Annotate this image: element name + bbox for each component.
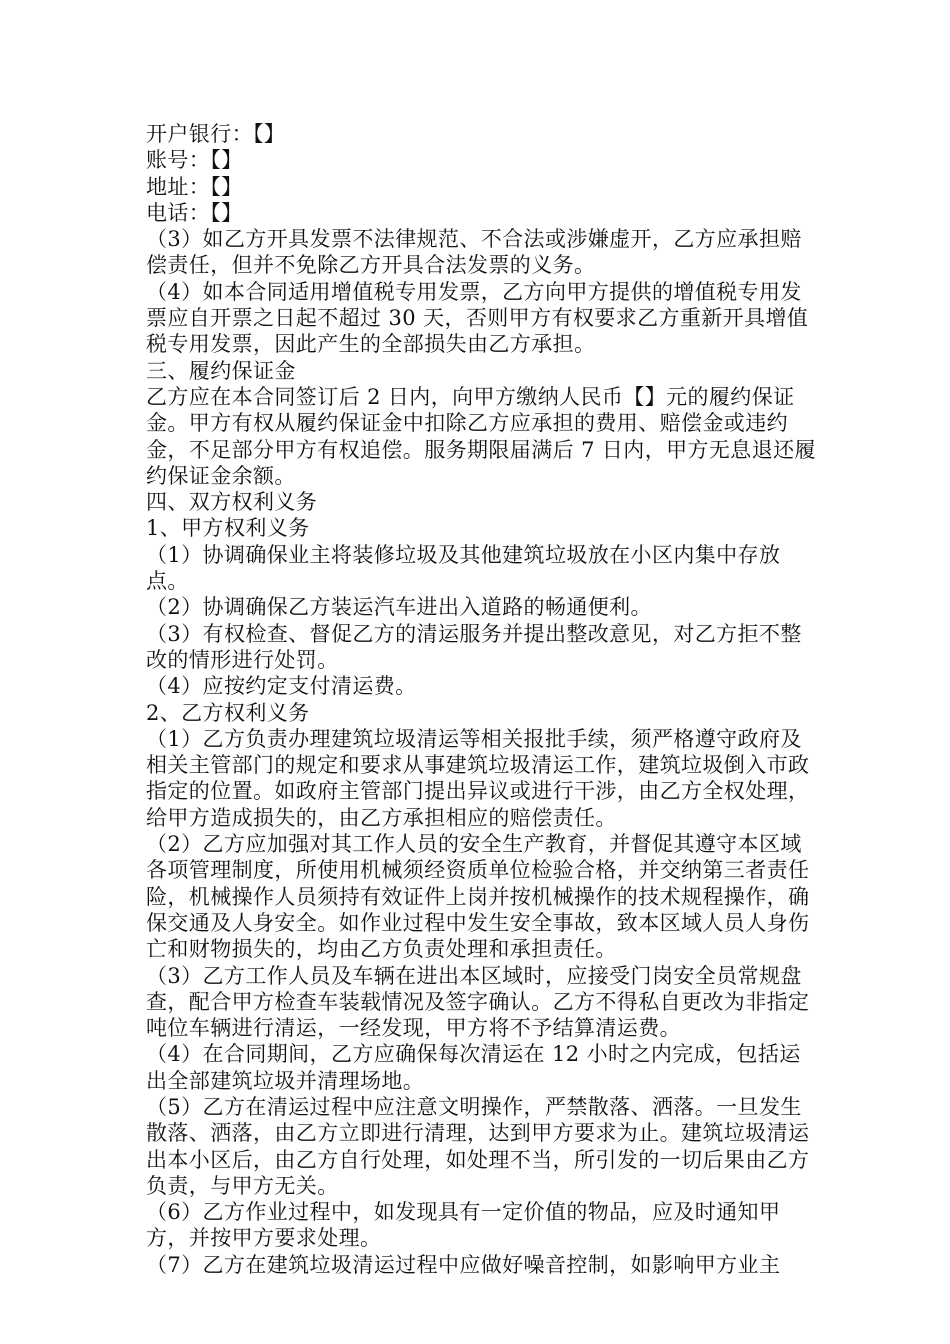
party-b-item-7: （7）乙方在建筑垃圾清运过程中应做好噪音控制，如影响甲方业主 [146, 1252, 781, 1277]
party-a-item-4: （4）应按约定支付清运费。 [146, 674, 417, 699]
party-b-item-2: （2）乙方应加强对其工作人员的安全生产教育，并督促其遵守本区域各项管理制度，所使用机械须经资质单位检验合格，并交纳第三者责任险，机械操作人员须持有效证件上岗并按机械操作的技术规程操作，确保交通及人身安全。如作业过程中发生安全事故，致本区域人员人身伤亡和财物损失的，均由乙方负责处理和承担责任。 [146, 832, 810, 962]
document-page [146, 121, 816, 1278]
party-a-item-2: （2）协调确保乙方装运汽车进出入道路的畅通便利。 [146, 595, 652, 620]
paragraph-invoice-3: （3）如乙方开具发票不法律规范、不合法或涉嫌虚开，乙方应承担赔偿责任，但并不免除乙方开具合法发票的义务。 [146, 227, 802, 278]
party-a-item-1: （1）协调确保业主将装修垃圾及其他建筑垃圾放在小区内集中存放点。 [146, 542, 781, 594]
subheading-party-b: 2、乙方权利义务 [146, 700, 310, 725]
subheading-party-a: 1、甲方权利义务 [146, 516, 310, 541]
section-heading-deposit: 三、履约保证金 [146, 358, 296, 383]
paragraph-invoice-4: （4）如本合同适用增值税专用发票，乙方向甲方提供的增值税专用发票应自开票之日起不超过 30 天，否则甲方有权要求乙方重新开具增值税专用发票，因此产生的全部损失由乙方承担。 [146, 279, 809, 357]
account-line: 账号：【】 [146, 148, 243, 173]
party-a-item-3: （3）有权检查、督促乙方的清运服务并提出整改意见，对乙方拒不整改的情形进行处罚。 [146, 621, 802, 672]
phone-line: 电话：【】 [146, 200, 243, 225]
paragraph-deposit: 乙方应在本合同签订后 2 日内，向甲方缴纳人民币【】元的履约保证金。甲方有权从履约保证金中扣除乙方应承担的费用、赔偿金或违约金，不足部分甲方有权追偿。服务期限届满后 7 日内，甲方无息退还履约保证金余额。 [146, 384, 816, 488]
bank-line: 开户银行：【】 [146, 122, 286, 146]
party-b-item-1: （1）乙方负责办理建筑垃圾清运等相关报批手续，须严格遵守政府及相关主管部门的规定和要求从事建筑垃圾清运工作，建筑垃圾倒入市政指定的位置。如政府主管部门提出异议或进行干涉，由乙方全权处理，给甲方造成损失的，由乙方承担相应的赔偿责任。 [146, 726, 810, 830]
party-b-item-3: （3）乙方工作人员及车辆在进出本区域时，应接受门岗安全员常规盘查，配合甲方检查车装载情况及签字确认。乙方不得私自更改为非指定吨位车辆进行清运，一经发现，甲方将不予结算清运费。 [146, 963, 810, 1041]
address-line: 地址：【】 [146, 174, 243, 199]
party-b-item-4: （4）在合同期间，乙方应确保每次清运在 12 小时之内完成，包括运出全部建筑垃圾并清理场地。 [146, 1042, 801, 1093]
party-b-item-6: （6）乙方作业过程中，如发现具有一定价值的物品，应及时通知甲方，并按甲方要求处理。 [146, 1200, 781, 1251]
section-heading-rights: 四、双方权利义务 [146, 490, 318, 515]
party-b-item-5: （5）乙方在清运过程中应注意文明操作，严禁散落、洒落。一旦发生散落、洒落，由乙方立即进行清理，达到甲方要求为止。建筑垃圾清运出本小区后，由乙方自行处理，如处理不当，所引发的一切后果由乙方负责，与甲方无关。 [146, 1094, 810, 1198]
